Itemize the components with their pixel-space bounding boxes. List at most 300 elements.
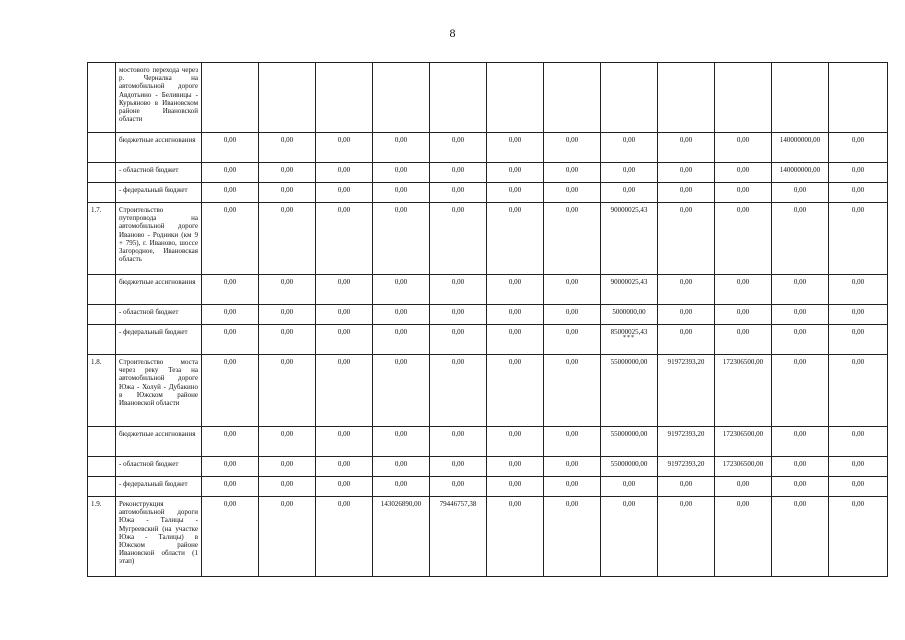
value-cell (373, 163, 430, 183)
value-cell (772, 305, 829, 325)
value-cell (601, 457, 658, 477)
value-cell (772, 203, 829, 275)
value-text: 0,00 (851, 328, 865, 336)
value-cell (829, 133, 888, 163)
row-index (88, 183, 116, 203)
value-text: 0,00 (508, 166, 522, 174)
value-cell (316, 477, 373, 497)
value-text: 0,00 (337, 500, 351, 508)
value-cell (259, 355, 316, 427)
value-cell (202, 275, 259, 305)
row-name: бюджетные ассигнования (116, 427, 202, 457)
value-cell (772, 325, 829, 355)
value-cell (772, 63, 829, 133)
value-cell (316, 457, 373, 477)
value-text: 0,00 (280, 278, 294, 286)
row-name: - областной бюджет (116, 457, 202, 477)
value-cell (373, 63, 430, 133)
value-text: 0,00 (280, 136, 294, 144)
table-row (88, 477, 888, 497)
table-row (88, 497, 888, 577)
value-cell (715, 305, 772, 325)
value-cell (772, 497, 829, 577)
value-text: 0,00 (508, 136, 522, 144)
value-cell (373, 325, 430, 355)
value-cell (430, 183, 487, 203)
table-row (88, 133, 888, 163)
value-text: 0,00 (508, 278, 522, 286)
value-text: 0,00 (736, 480, 750, 488)
value-cell (316, 183, 373, 203)
value-text: 0,00 (394, 278, 408, 286)
value-text: 0,00 (394, 460, 408, 468)
value-cell (487, 457, 544, 477)
value-text: 91972393,20 (667, 460, 705, 468)
value-text: 0,00 (851, 206, 865, 214)
value-cell (316, 203, 373, 275)
value-text: 0,00 (736, 186, 750, 194)
value-text: 0,00 (679, 480, 693, 488)
value-cell (202, 305, 259, 325)
value-cell (544, 457, 601, 477)
row-name: - федеральный бюджет (116, 183, 202, 203)
value-cell (373, 275, 430, 305)
value-text: 0,00 (223, 480, 237, 488)
value-text: 0,00 (508, 358, 522, 366)
value-text: 0,00 (394, 136, 408, 144)
value-cell (658, 203, 715, 275)
value-cell (772, 183, 829, 203)
value-cell (601, 427, 658, 457)
value-text: 0,00 (736, 308, 750, 316)
table-row (88, 163, 888, 183)
value-cell (487, 427, 544, 457)
value-text: 0,00 (451, 328, 465, 336)
value-cell (202, 63, 259, 133)
value-text: 0,00 (508, 480, 522, 488)
value-cell (430, 477, 487, 497)
value-text: 0,00 (622, 186, 636, 194)
value-cell (544, 133, 601, 163)
value-cell (715, 457, 772, 477)
row-index (88, 275, 116, 305)
value-cell (772, 133, 829, 163)
value-text: 0,00 (565, 358, 579, 366)
value-cell (658, 275, 715, 305)
value-cell (829, 183, 888, 203)
value-text: 0,00 (280, 186, 294, 194)
value-cell (430, 497, 487, 577)
value-cell (829, 325, 888, 355)
value-cell (487, 133, 544, 163)
budget-table-body (88, 63, 888, 577)
value-cell (487, 305, 544, 325)
value-cell (544, 63, 601, 133)
value-text: 0,00 (679, 328, 693, 336)
row-index (88, 163, 116, 183)
value-text: 0,00 (223, 206, 237, 214)
value-text: 0,00 (793, 430, 807, 438)
value-cell (601, 133, 658, 163)
row-name: бюджетные ассигнования (116, 275, 202, 305)
value-text: 0,00 (223, 358, 237, 366)
value-cell (316, 275, 373, 305)
value-text: 0,00 (223, 460, 237, 468)
value-cell (487, 325, 544, 355)
value-cell (487, 275, 544, 305)
value-cell (373, 305, 430, 325)
value-text: 0,00 (337, 460, 351, 468)
value-cell (430, 275, 487, 305)
value-cell (829, 203, 888, 275)
value-text: 0,00 (736, 278, 750, 286)
value-text: 0,00 (736, 500, 750, 508)
value-cell (487, 355, 544, 427)
value-text: 0,00 (280, 308, 294, 316)
value-cell (316, 163, 373, 183)
value-cell (544, 305, 601, 325)
value-cell (202, 457, 259, 477)
value-cell (430, 163, 487, 183)
value-text: 0,00 (280, 430, 294, 438)
value-text: 0,00 (565, 460, 579, 468)
value-cell (487, 163, 544, 183)
value-cell (715, 497, 772, 577)
value-text: 0,00 (793, 500, 807, 508)
value-text: 0,00 (394, 206, 408, 214)
budget-table (87, 62, 888, 577)
value-cell (316, 133, 373, 163)
value-text: 0,00 (851, 358, 865, 366)
value-cell (259, 133, 316, 163)
row-name: - федеральный бюджет (116, 477, 202, 497)
table-row (88, 275, 888, 305)
value-text: 0,00 (851, 136, 865, 144)
value-text: 140000000,00 (779, 136, 821, 144)
value-text: 0,00 (793, 308, 807, 316)
value-text: 0,00 (337, 430, 351, 438)
value-cell (430, 427, 487, 457)
table-row (88, 63, 888, 133)
value-text: 0,00 (508, 186, 522, 194)
value-cell (829, 427, 888, 457)
value-cell (715, 275, 772, 305)
row-name: - областной бюджет (116, 305, 202, 325)
value-cell (658, 133, 715, 163)
table-row (88, 183, 888, 203)
value-cell (658, 63, 715, 133)
value-text: 0,00 (851, 166, 865, 174)
value-cell (658, 427, 715, 457)
value-text: 0,00 (565, 206, 579, 214)
value-text: 0,00 (451, 206, 465, 214)
value-cell (715, 477, 772, 497)
value-text: 140000000,00 (779, 166, 821, 174)
value-cell (430, 133, 487, 163)
value-cell (373, 427, 430, 457)
value-text: 0,00 (565, 308, 579, 316)
value-text: 0,00 (622, 500, 636, 508)
value-cell (658, 457, 715, 477)
value-text: 5000000,00 (612, 308, 646, 316)
row-name: - областной бюджет (116, 163, 202, 183)
value-text: 0,00 (280, 206, 294, 214)
value-text: 90000025,43 (610, 278, 648, 286)
row-index (88, 427, 116, 457)
value-text: 0,00 (565, 480, 579, 488)
value-cell (259, 497, 316, 577)
value-text: 0,00 (337, 278, 351, 286)
value-text: 0,00 (793, 206, 807, 214)
value-cell (259, 457, 316, 477)
value-cell (658, 183, 715, 203)
value-text: 0,00 (622, 480, 636, 488)
value-text: 0,00 (851, 308, 865, 316)
value-text: 0,00 (565, 430, 579, 438)
value-cell (715, 325, 772, 355)
value-cell (544, 477, 601, 497)
row-name: Строительство путепровода на автомобильной дороге Иваново - Родники (км 9 + 795), г. Иваново, шоссе Загородное, Ивановская область (116, 203, 202, 275)
value-text: 0,00 (280, 500, 294, 508)
value-text: 0,00 (451, 480, 465, 488)
row-index (88, 305, 116, 325)
value-text: 0,00 (565, 186, 579, 194)
value-text: 0,00 (451, 166, 465, 174)
value-text: 0,00 (451, 308, 465, 316)
value-cell (430, 325, 487, 355)
value-cell (373, 183, 430, 203)
value-cell (601, 163, 658, 183)
value-text: 0,00 (451, 460, 465, 468)
row-name: мостового перехода через р. Черналка на автомобильной дороге Авдотьино - Беливицы - Курьяново в Ивановском районе Ивановской области (116, 63, 202, 133)
value-cell (544, 163, 601, 183)
value-text: 91972393,20 (667, 358, 705, 366)
value-cell (487, 497, 544, 577)
value-cell (373, 355, 430, 427)
row-index: 1.8. (88, 355, 116, 427)
value-cell (430, 305, 487, 325)
value-cell (259, 477, 316, 497)
value-cell (601, 497, 658, 577)
value-text: 0,00 (736, 166, 750, 174)
value-text: 0,00 (337, 136, 351, 144)
value-cell (202, 427, 259, 457)
value-text: 0,00 (793, 278, 807, 286)
value-text: 91972393,20 (667, 430, 705, 438)
value-text: 0,00 (793, 186, 807, 194)
value-cell (829, 305, 888, 325)
value-cell (316, 63, 373, 133)
value-cell (487, 477, 544, 497)
value-cell (316, 325, 373, 355)
table-row (88, 203, 888, 275)
page-number: 8 (449, 26, 456, 40)
value-cell (487, 203, 544, 275)
value-cell (715, 427, 772, 457)
row-name: Реконструкция автомобильной дороги Южа - Талицы - Мугреевский (на участке Южа - Талицы) в Южском районе Ивановской области (1 этап) (116, 497, 202, 577)
row-index: 1.9. (88, 497, 116, 577)
value-text: 0,00 (223, 278, 237, 286)
value-text: 0,00 (508, 206, 522, 214)
value-cell (544, 355, 601, 427)
value-text: 0,00 (508, 328, 522, 336)
value-cell (829, 163, 888, 183)
value-text: 0,00 (622, 136, 636, 144)
value-text: 0,00 (679, 206, 693, 214)
value-text: 0,00 (622, 166, 636, 174)
value-cell (259, 163, 316, 183)
value-cell (658, 163, 715, 183)
value-text: 0,00 (280, 328, 294, 336)
value-cell (202, 355, 259, 427)
value-text: 0,00 (508, 308, 522, 316)
table-row (88, 457, 888, 477)
value-cell (259, 63, 316, 133)
value-text: 0,00 (337, 206, 351, 214)
value-text: 0,00 (851, 460, 865, 468)
footnote-mark: *** (623, 335, 635, 342)
value-cell (829, 63, 888, 133)
value-text: 0,00 (451, 430, 465, 438)
value-cell (487, 63, 544, 133)
value-text: 55000000,00 (610, 358, 648, 366)
value-text: 143026890,00 (380, 500, 422, 508)
value-cell (202, 477, 259, 497)
value-text: 55000000,00 (610, 460, 648, 468)
value-text: 172306500,00 (722, 358, 764, 366)
value-text: 0,00 (565, 278, 579, 286)
value-cell (430, 457, 487, 477)
value-cell (373, 477, 430, 497)
value-cell (829, 457, 888, 477)
value-cell (316, 305, 373, 325)
value-text: 0,00 (508, 500, 522, 508)
value-text: 0,00 (337, 308, 351, 316)
value-text: 0,00 (736, 136, 750, 144)
value-text: 0,00 (337, 328, 351, 336)
value-cell (202, 203, 259, 275)
value-cell (601, 63, 658, 133)
value-text: 0,00 (793, 358, 807, 366)
value-text: 0,00 (280, 358, 294, 366)
value-cell (715, 133, 772, 163)
value-cell (316, 427, 373, 457)
value-text: 0,00 (851, 430, 865, 438)
value-text: 85000025,43 (610, 328, 648, 336)
value-text: 0,00 (736, 328, 750, 336)
value-cell (202, 497, 259, 577)
value-cell (487, 183, 544, 203)
value-cell (202, 183, 259, 203)
value-cell (544, 497, 601, 577)
value-text: 0,00 (337, 166, 351, 174)
table-row (88, 355, 888, 427)
value-text: 0,00 (223, 166, 237, 174)
value-text: 0,00 (508, 430, 522, 438)
row-name: бюджетные ассигнования (116, 133, 202, 163)
table-row (88, 325, 888, 355)
value-text: 0,00 (394, 166, 408, 174)
table-row (88, 305, 888, 325)
value-cell (259, 183, 316, 203)
table-row (88, 427, 888, 457)
value-cell (601, 477, 658, 497)
value-text: 0,00 (394, 308, 408, 316)
value-text: 0,00 (451, 186, 465, 194)
value-cell (430, 355, 487, 427)
value-cell (316, 497, 373, 577)
value-cell (373, 457, 430, 477)
value-text: 0,00 (565, 136, 579, 144)
value-cell (430, 203, 487, 275)
row-index (88, 457, 116, 477)
value-cell (601, 325, 658, 355)
value-cell (544, 325, 601, 355)
value-text: 0,00 (851, 500, 865, 508)
value-text: 0,00 (851, 278, 865, 286)
value-cell (601, 355, 658, 427)
value-text: 0,00 (337, 186, 351, 194)
value-cell (544, 427, 601, 457)
value-cell (259, 427, 316, 457)
value-text: 0,00 (736, 206, 750, 214)
value-cell (259, 203, 316, 275)
row-name: - федеральный бюджет (116, 325, 202, 355)
value-cell (772, 355, 829, 427)
value-cell (202, 163, 259, 183)
value-cell (829, 477, 888, 497)
value-text: 0,00 (679, 278, 693, 286)
value-text: 0,00 (793, 328, 807, 336)
value-text: 0,00 (508, 460, 522, 468)
value-cell (259, 325, 316, 355)
row-index (88, 133, 116, 163)
value-cell (829, 275, 888, 305)
value-cell (373, 133, 430, 163)
value-cell (259, 275, 316, 305)
value-text: 0,00 (679, 308, 693, 316)
value-cell (601, 183, 658, 203)
value-cell (715, 163, 772, 183)
row-index (88, 63, 116, 133)
value-text: 0,00 (851, 480, 865, 488)
value-cell (658, 355, 715, 427)
value-text: 0,00 (679, 166, 693, 174)
value-text: 172306500,00 (722, 430, 764, 438)
value-text: 0,00 (280, 460, 294, 468)
value-cell (772, 275, 829, 305)
value-text: 0,00 (793, 480, 807, 488)
value-text: 0,00 (223, 186, 237, 194)
value-text: 0,00 (679, 186, 693, 194)
value-text: 0,00 (280, 166, 294, 174)
value-cell (829, 355, 888, 427)
value-text: 0,00 (223, 308, 237, 316)
value-cell (601, 275, 658, 305)
value-text: 0,00 (565, 166, 579, 174)
value-text: 0,00 (565, 328, 579, 336)
value-text: 0,00 (793, 460, 807, 468)
value-cell (658, 325, 715, 355)
value-cell (430, 63, 487, 133)
value-text: 0,00 (337, 480, 351, 488)
value-cell (202, 325, 259, 355)
value-cell (829, 497, 888, 577)
value-text: 0,00 (451, 136, 465, 144)
value-text: 90000025,43 (610, 206, 648, 214)
value-text: 0,00 (851, 186, 865, 194)
value-text: 0,00 (223, 136, 237, 144)
